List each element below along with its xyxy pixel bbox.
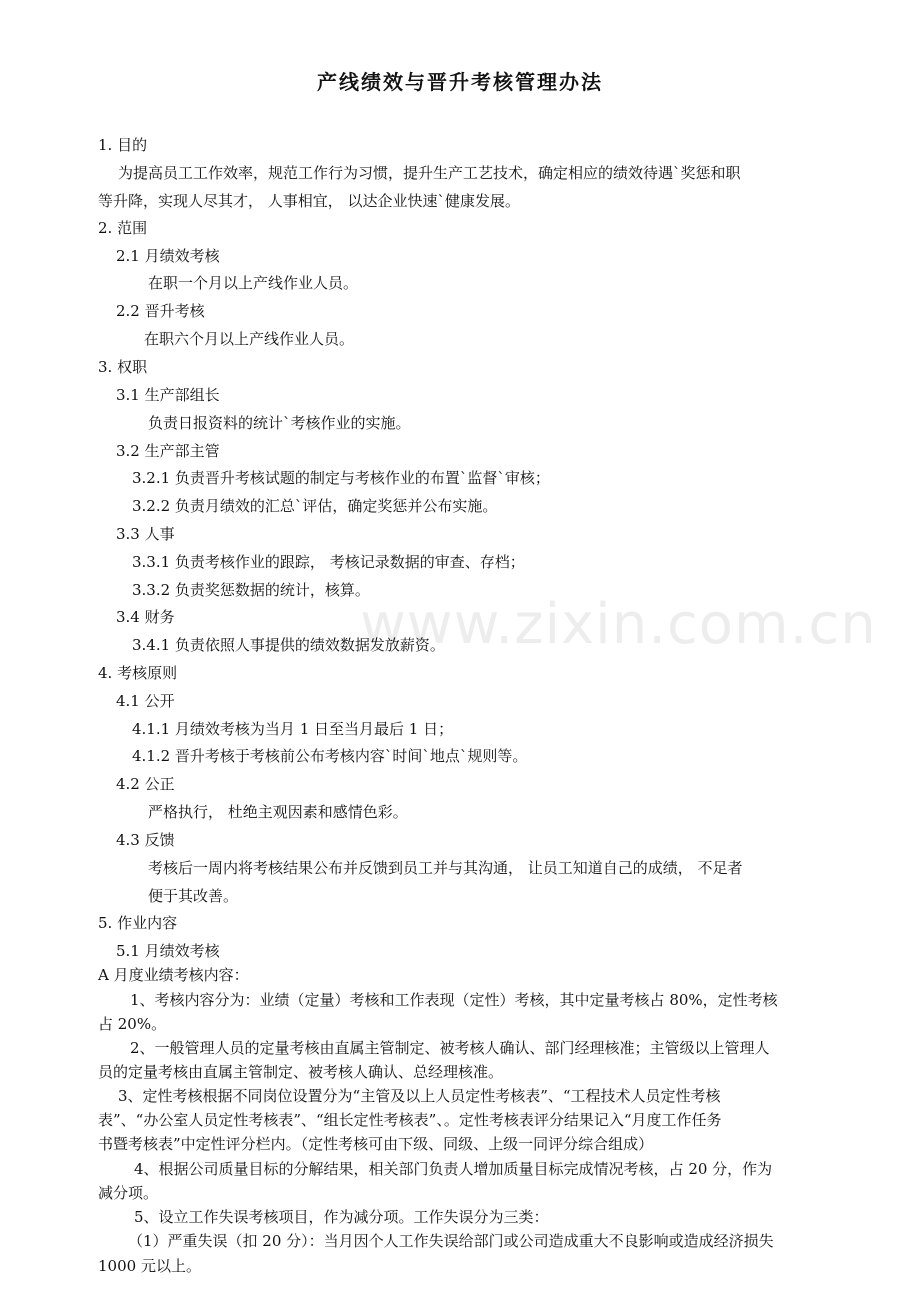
subsection-heading: 4.3 反馈: [116, 831, 175, 849]
paragraph-line: 4、根据公司质量目标的分解结果，相关部门负责人增加质量目标完成情况考核，占 20 分，作为: [134, 1160, 773, 1178]
paragraph-line: 为提高员工工作效率，规范工作行为习惯，提升生产工艺技术，确定相应的绩效待遇`奖惩和职: [118, 164, 741, 182]
list-item: 3.2.1 负责晋升考核试题的制定与考核作业的布置`监督`审核；: [132, 469, 550, 487]
subsection-heading: 3.4 财务: [116, 608, 175, 626]
section-heading: 2. 范围: [98, 219, 148, 237]
paragraph-line: 在职六个月以上产线作业人员。: [144, 330, 355, 348]
list-item: 4.1.1 月绩效考核为当月 1 日至当月最后 1 日；: [132, 720, 454, 738]
subsection-heading: 3.3 人事: [116, 525, 175, 543]
list-item: 3.3.2 负责奖惩数据的统计，核算。: [132, 581, 370, 599]
subsection-heading: 3.2 生产部主管: [116, 442, 220, 460]
paragraph-line: 表”、“办公室人员定性考核表”、“组长定性考核表”、。定性考核表评分结果记入“月度工作任务: [98, 1111, 722, 1129]
paragraph-line: 书暨考核表”中定性评分栏内。（定性考核可由下级、同级、上级一同评分综合组成）: [98, 1135, 654, 1153]
section-heading: 1. 目的: [98, 136, 148, 154]
subsection-heading: 3.1 生产部组长: [116, 386, 220, 404]
paragraph-line: 1、考核内容分为：业绩（定量）考核和工作表现（定性）考核，其中定量考核占 80%，定性考核: [130, 991, 778, 1009]
watermark: www.zixin.com.cn: [360, 592, 877, 657]
list-item: 4.1.2 晋升考核于考核前公布考核内容`时间`地点`规则等。: [132, 747, 528, 765]
paragraph-line: 1000 元以上。: [98, 1257, 201, 1275]
section-heading: 5. 作业内容: [98, 914, 178, 932]
subsection-heading: 4.1 公开: [116, 692, 175, 710]
paragraph-line: 考核后一周内将考核结果公布并反馈到员工并与其沟通， 让员工知道自己的成绩， 不足者: [148, 859, 743, 877]
list-item: 3.3.1 负责考核作业的跟踪， 考核记录数据的审查、存档；: [132, 553, 525, 571]
paragraph-line: 在职一个月以上产线作业人员。: [148, 274, 359, 292]
paragraph-line: 3、定性考核根据不同岗位设置分为“主管及以上人员定性考核表”、“工程技术人员定性考核: [118, 1087, 721, 1105]
paragraph-line: （1）严重失误（扣 20 分）：当月因个人工作失误给部门或公司造成重大不良影响或造成经济损失: [128, 1232, 774, 1250]
subsection-heading: 2.1 月绩效考核: [116, 247, 220, 265]
list-item: 3.2.2 负责月绩效的汇总`评估，确定奖惩并公布实施。: [132, 497, 498, 515]
list-item: 3.4.1 负责依照人事提供的绩效数据发放薪资。: [132, 636, 445, 654]
subsection-heading: A 月度业绩考核内容：: [98, 966, 249, 984]
paragraph-line: 便于其改善。: [148, 887, 239, 905]
paragraph-line: 占 20%。: [98, 1015, 167, 1033]
subsection-heading: 4.2 公正: [116, 775, 175, 793]
paragraph-line: 2、一般管理人员的定量考核由直属主管制定、被考核人确认、部门经理核准；主管级以上管理人: [130, 1039, 770, 1057]
document-title: 产线绩效与晋升考核管理办法: [317, 70, 603, 94]
paragraph-line: 员的定量考核由直属主管制定、被考核人确认、总经理核准。: [98, 1063, 504, 1081]
subsection-heading: 5.1 月绩效考核: [116, 942, 220, 960]
section-heading: 3. 权职: [98, 358, 148, 376]
paragraph-line: 严格执行， 杜绝主观因素和感情色彩。: [148, 803, 408, 821]
paragraph-line: 5、设立工作失误考核项目，作为减分项。工作失误分为三类：: [134, 1208, 549, 1226]
section-heading: 4. 考核原则: [98, 664, 178, 682]
subsection-heading: 2.2 晋升考核: [116, 302, 205, 320]
paragraph-line: 等升降，实现人尽其才， 人事相宜， 以达企业快速`健康发展。: [98, 192, 521, 210]
paragraph-line: 减分项。: [98, 1184, 159, 1202]
paragraph-line: 负责日报资料的统计`考核作业的实施。: [148, 414, 411, 432]
